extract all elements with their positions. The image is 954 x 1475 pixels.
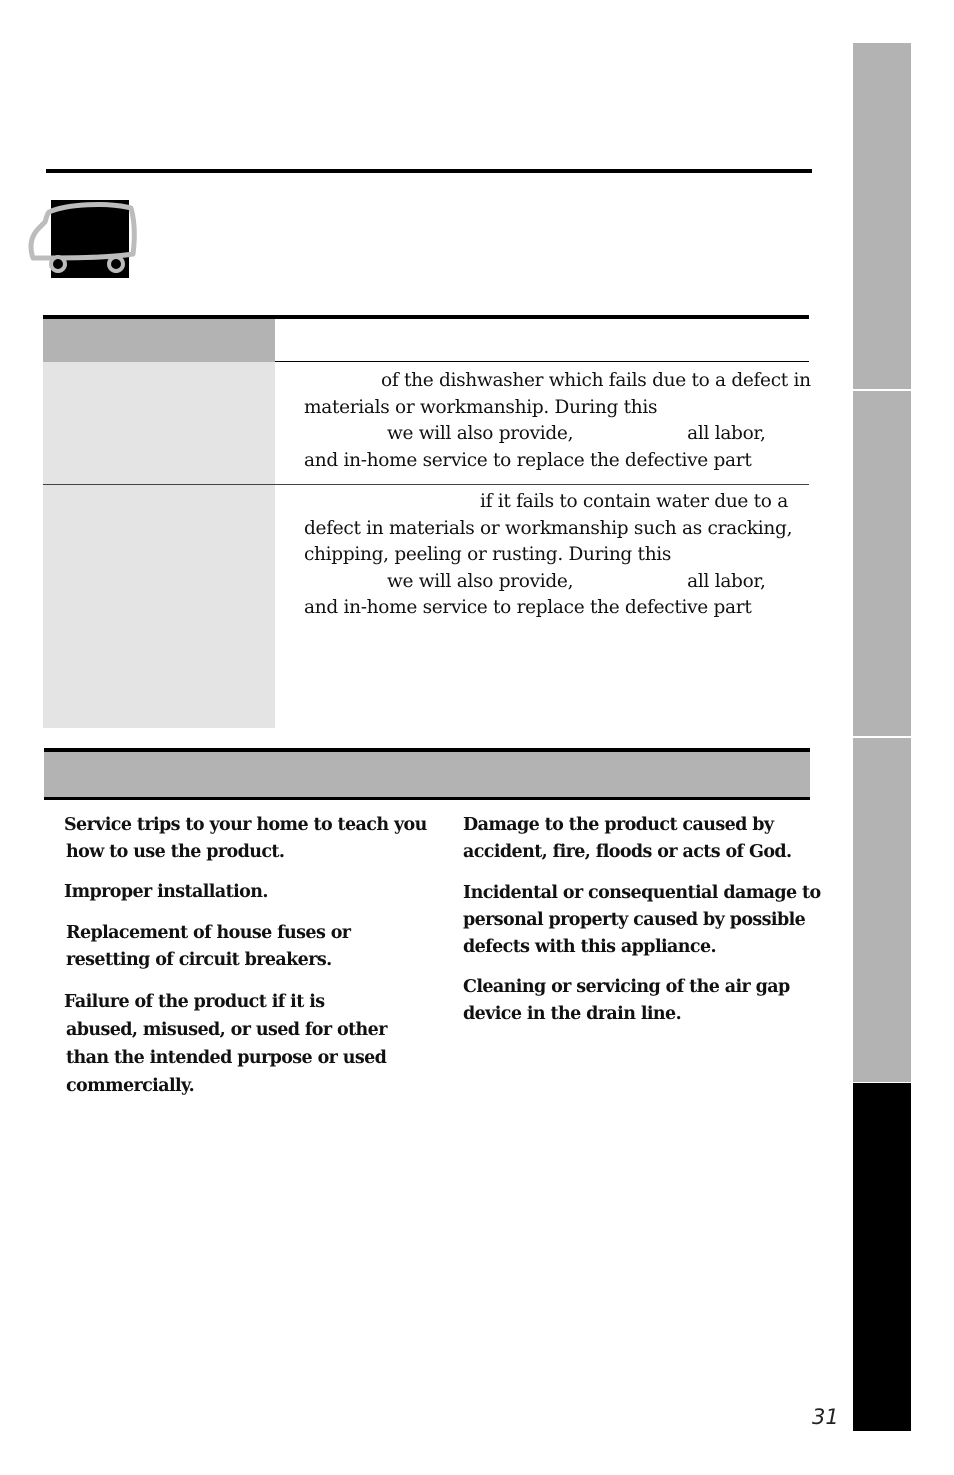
table-header-divider: [275, 361, 809, 362]
truck-icon: [27, 198, 139, 280]
table-header-cell: [43, 319, 275, 362]
exclusion-item: Incidental or consequential damage to personal property caused by possible defects with this appliance.: [463, 883, 821, 957]
warranty-row-2-text: if it fails to contain water due to a defect in materials or workmanship such as cracking, chipping, peeling or rusting. During this we will also provide, all labor, and in-home service to replace the defective part: [304, 491, 793, 618]
exclusions-header-bar: [44, 752, 810, 797]
section-tab-2: [853, 391, 911, 736]
exclusion-item: Improper installation.: [64, 882, 268, 902]
section-tab-1: [853, 43, 911, 389]
exclusion-item: Damage to the product caused by accident, fire, floods or acts of God.: [463, 815, 792, 862]
exclusion-item: Replacement of house fuses or resetting of circuit breakers.: [66, 923, 351, 970]
section-tab-3: [853, 738, 911, 1082]
section-tab-active: [853, 1083, 911, 1431]
exclusion-item: Service trips to your home to teach you how to use the product.: [64, 815, 427, 862]
exclusion-item: Cleaning or servicing of the air gap device in the drain line.: [463, 977, 790, 1024]
exclusion-item: Failure of the product if it is abused, misused, or used for other than the intended purpose or used commercially.: [64, 992, 387, 1096]
table-label-cell-1: [43, 362, 275, 484]
warranty-row-1-text: of the dishwasher which fails due to a defect in materials or workmanship. During this we will also provide, all labor, and in-home service to replace the defective part: [304, 370, 811, 471]
exclusions-bottom-rule: [44, 797, 810, 800]
page-number: 31: [812, 1405, 839, 1429]
table-label-cell-2: [43, 485, 275, 728]
header-rule: [46, 169, 812, 173]
